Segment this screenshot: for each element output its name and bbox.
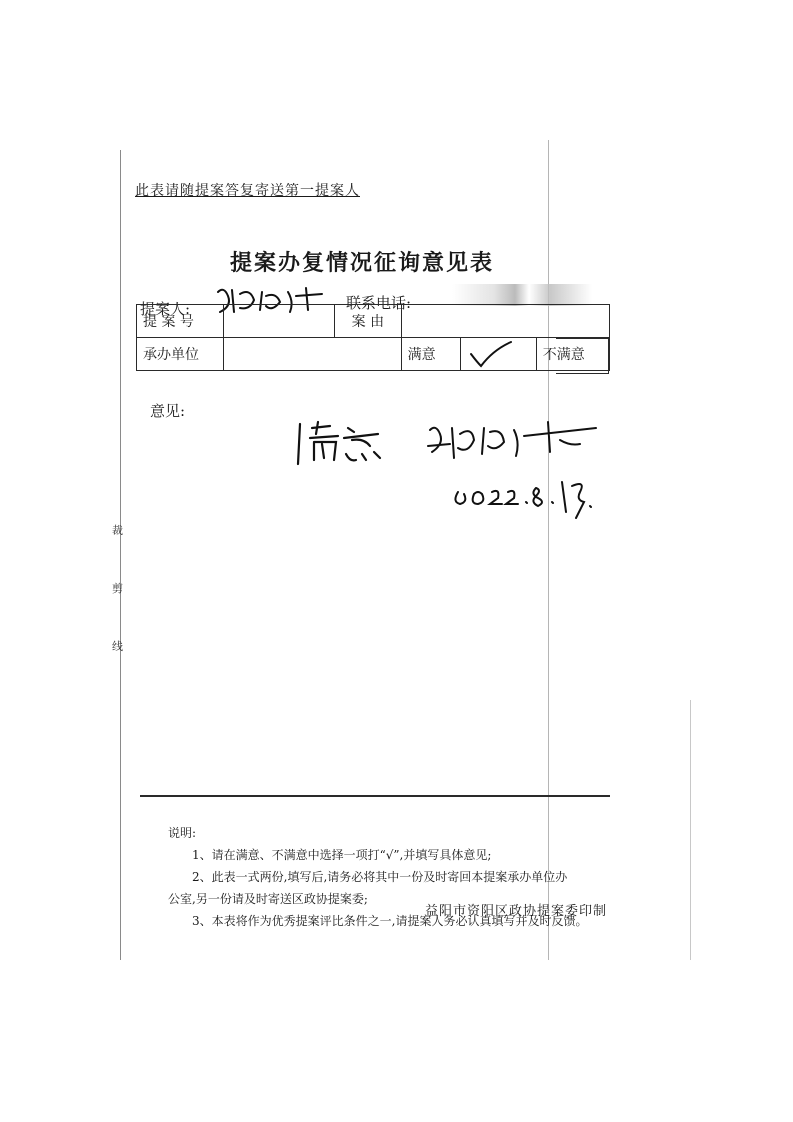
notes-line-3: 公室,另一份请及时寄送区政协提案委; [168, 892, 368, 906]
scan-edge-left [120, 150, 121, 960]
cut-line-char-2: 剪 [112, 582, 123, 595]
cut-line-char-1: 裁 [112, 524, 123, 537]
satisfied-label: 满意 [401, 338, 461, 371]
date-handwriting [450, 472, 600, 522]
printer-credit: 益阳市资阳区政协提案委印制 [425, 904, 608, 919]
opinion-label: 意见: [150, 402, 186, 420]
proposer-label: 提案人: [140, 300, 191, 318]
phone-redacted [452, 284, 592, 306]
scan-edge-far-right [690, 700, 691, 960]
proposal-no-value[interactable] [223, 305, 334, 338]
unsatisfied-label: 不满意 [536, 338, 609, 371]
table-row [137, 305, 610, 338]
phone-label: 联系电话: [346, 294, 412, 312]
table-row [137, 338, 610, 371]
proposal-no-label: 提 案 号 [137, 305, 224, 338]
undertaker-label: 承办单位 [137, 338, 224, 371]
notes-divider [140, 795, 610, 797]
proposal-info-table [136, 304, 610, 371]
cut-line-char-3: 线 [112, 640, 123, 653]
signature-handwriting [420, 418, 600, 468]
unsatisfied-checkbox[interactable] [556, 338, 609, 374]
notes-line-2: 2、此表一式两份,填写后,请务必将其中一份及时寄回本提案承办单位办 [192, 870, 568, 884]
top-note: 此表请随提案答复寄送第一提案人 [135, 183, 360, 199]
checkmark-icon [465, 340, 515, 370]
satisfied-checkbox[interactable] [461, 338, 536, 371]
opinion-handwriting [290, 420, 400, 470]
reason-label: 案 由 [335, 305, 401, 338]
notes-line-4: 3、本表将作为优秀提案评比条件之一,请提案人务必认真填写并及时反馈。 [192, 914, 588, 928]
reason-value[interactable] [401, 305, 609, 338]
notes-line-1: 1、请在满意、不满意中选择一项打“√”,并填写具体意见; [192, 848, 492, 862]
notes-heading: 说明: [168, 826, 197, 840]
undertaker-value[interactable] [223, 338, 401, 371]
page-title: 提案办复情况征询意见表 [230, 250, 495, 276]
